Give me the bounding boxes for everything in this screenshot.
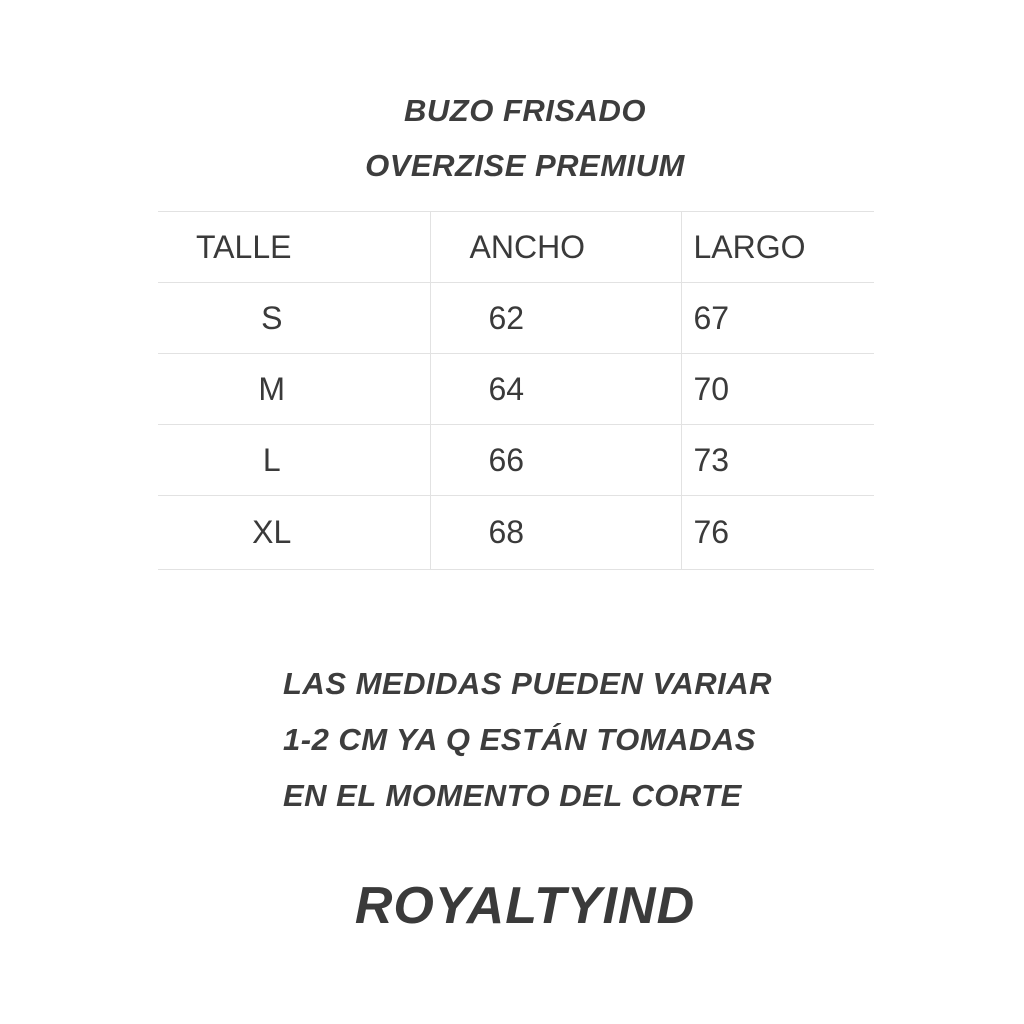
cell-talle: S (158, 283, 430, 354)
table-header-row (158, 212, 874, 283)
note-line: EN EL MOMENTO DEL CORTE (283, 778, 742, 813)
cell-talle: M (158, 354, 430, 425)
cell-ancho: 64 (430, 354, 681, 425)
cell-ancho: 62 (430, 283, 681, 354)
note-line: 1-2 CM YA Q ESTÁN TOMADAS (283, 722, 756, 757)
cell-talle: XL (158, 496, 430, 570)
cell-talle: L (158, 425, 430, 496)
cell-largo: 67 (681, 283, 874, 354)
table-row (158, 425, 874, 496)
product-title: BUZO FRISADO (404, 93, 646, 128)
header-ancho: ANCHO (430, 212, 681, 283)
brand-name: ROYALTYIND (354, 877, 696, 935)
header-talle: TALLE (158, 212, 430, 283)
cell-ancho: 66 (430, 425, 681, 496)
header-largo: LARGO (681, 212, 874, 283)
measurement-note (283, 656, 772, 824)
note-line: LAS MEDIDAS PUEDEN VARIAR (283, 666, 773, 701)
table-row (158, 283, 874, 354)
cell-largo: 76 (681, 496, 874, 570)
table-row (158, 354, 874, 425)
cell-largo: 70 (681, 354, 874, 425)
cell-largo: 73 (681, 425, 874, 496)
cell-ancho: 68 (430, 496, 681, 570)
product-subtitle: OVERZISE PREMIUM (365, 148, 685, 183)
size-chart-table (158, 211, 874, 570)
table-row (158, 496, 874, 570)
